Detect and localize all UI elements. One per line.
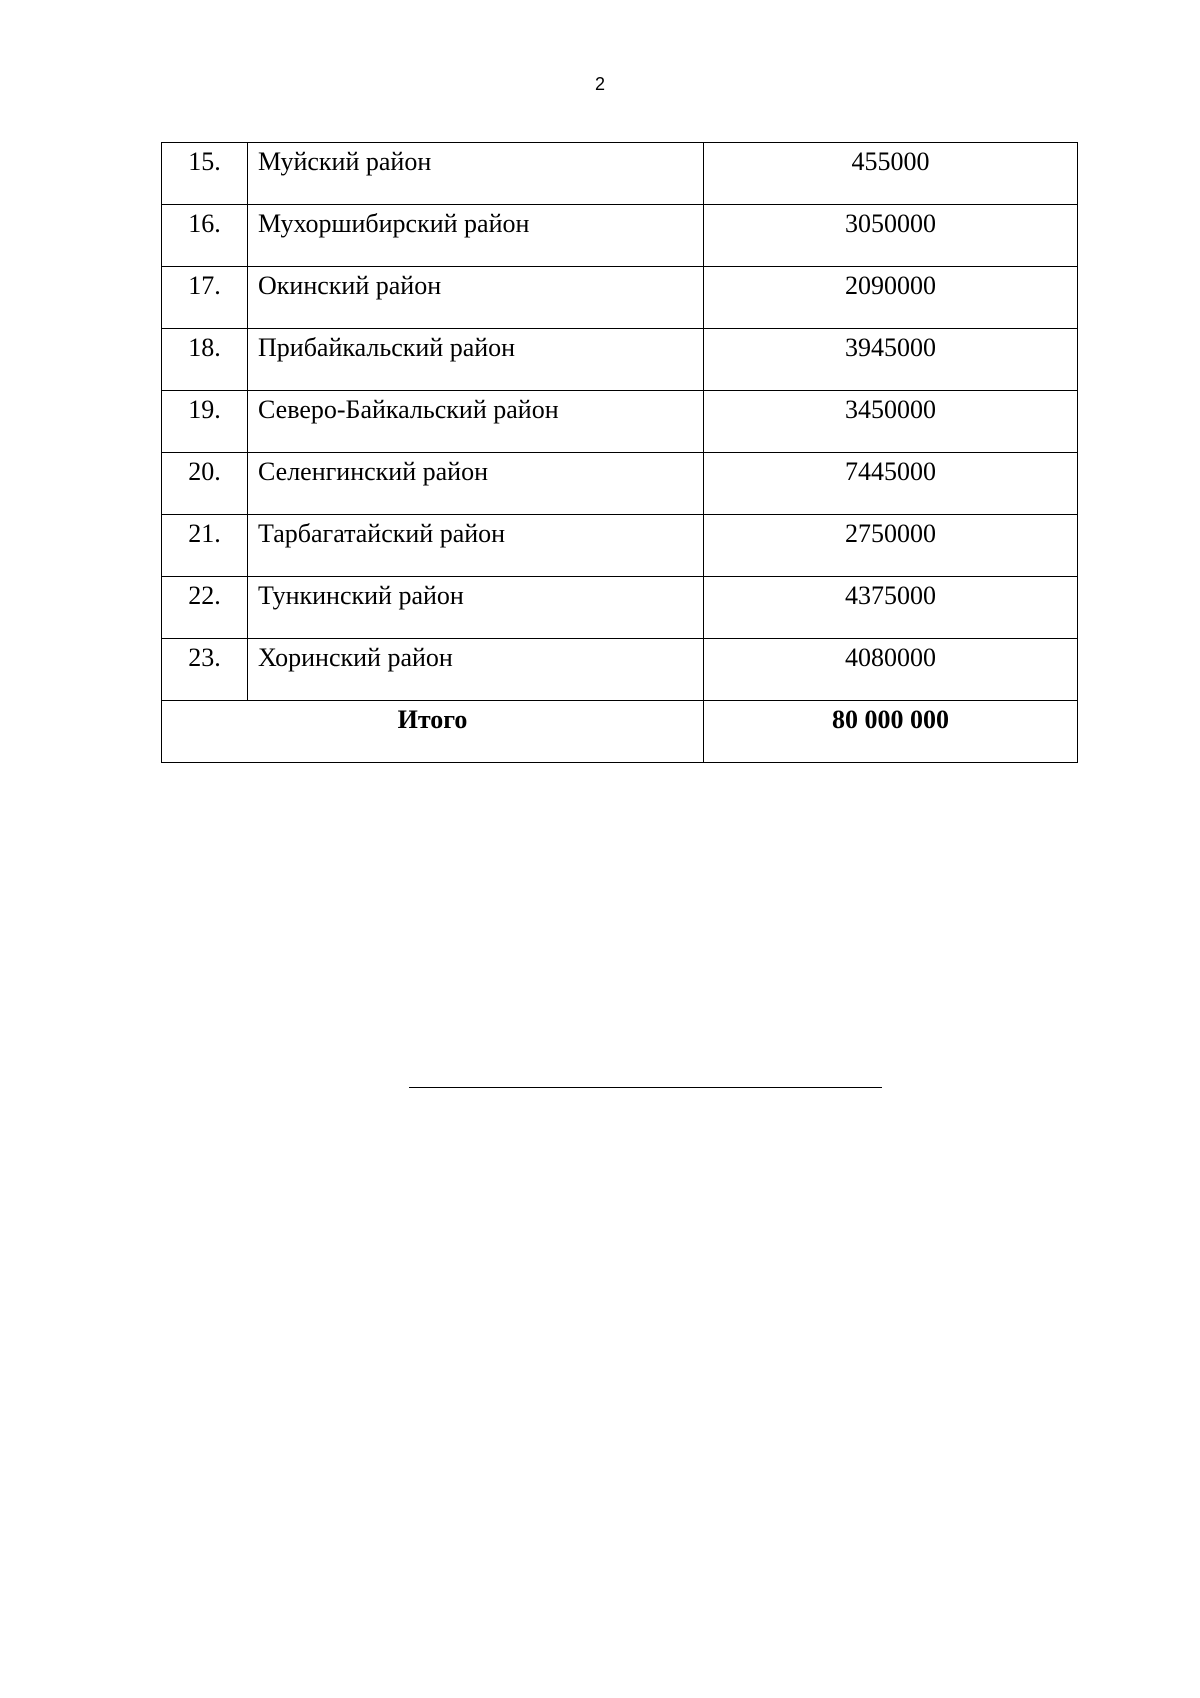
allocation-amount: 4080000 xyxy=(704,639,1078,701)
row-number: 23. xyxy=(162,639,248,701)
table-row xyxy=(162,453,1078,515)
page-number: 2 xyxy=(594,74,605,94)
district-name: Северо-Байкальский район xyxy=(248,391,704,453)
district-name: Мухоршибирский район xyxy=(248,205,704,267)
row-number: 22. xyxy=(162,577,248,639)
row-number: 16. xyxy=(162,205,248,267)
allocation-amount: 2750000 xyxy=(704,515,1078,577)
table-row xyxy=(162,267,1078,329)
table-row xyxy=(162,329,1078,391)
total-amount: 80 000 000 xyxy=(704,701,1078,763)
district-name: Хоринский район xyxy=(248,639,704,701)
row-number: 15. xyxy=(162,143,248,205)
district-name: Муйский район xyxy=(248,143,704,205)
total-row xyxy=(162,701,1078,763)
row-number: 18. xyxy=(162,329,248,391)
table-row xyxy=(162,391,1078,453)
allocation-amount: 3450000 xyxy=(704,391,1078,453)
district-name: Окинский район xyxy=(248,267,704,329)
closing-line xyxy=(409,1087,882,1088)
row-number: 17. xyxy=(162,267,248,329)
district-name: Тарбагатайский район xyxy=(248,515,704,577)
table-row xyxy=(162,515,1078,577)
table-row xyxy=(162,205,1078,267)
table-row xyxy=(162,143,1078,205)
allocation-amount: 3050000 xyxy=(704,205,1078,267)
allocation-amount: 3945000 xyxy=(704,329,1078,391)
allocation-amount: 2090000 xyxy=(704,267,1078,329)
row-number: 20. xyxy=(162,453,248,515)
allocation-amount: 4375000 xyxy=(704,577,1078,639)
row-number: 19. xyxy=(162,391,248,453)
allocation-amount: 455000 xyxy=(704,143,1078,205)
allocation-amount: 7445000 xyxy=(704,453,1078,515)
table-row xyxy=(162,639,1078,701)
table-row xyxy=(162,577,1078,639)
row-number: 21. xyxy=(162,515,248,577)
district-name: Селенгинский район xyxy=(248,453,704,515)
district-name: Прибайкальский район xyxy=(248,329,704,391)
district-name: Тункинский район xyxy=(248,577,704,639)
allocation-table-body xyxy=(162,143,1078,763)
allocation-table xyxy=(161,142,1078,763)
total-label: Итого xyxy=(162,701,704,763)
